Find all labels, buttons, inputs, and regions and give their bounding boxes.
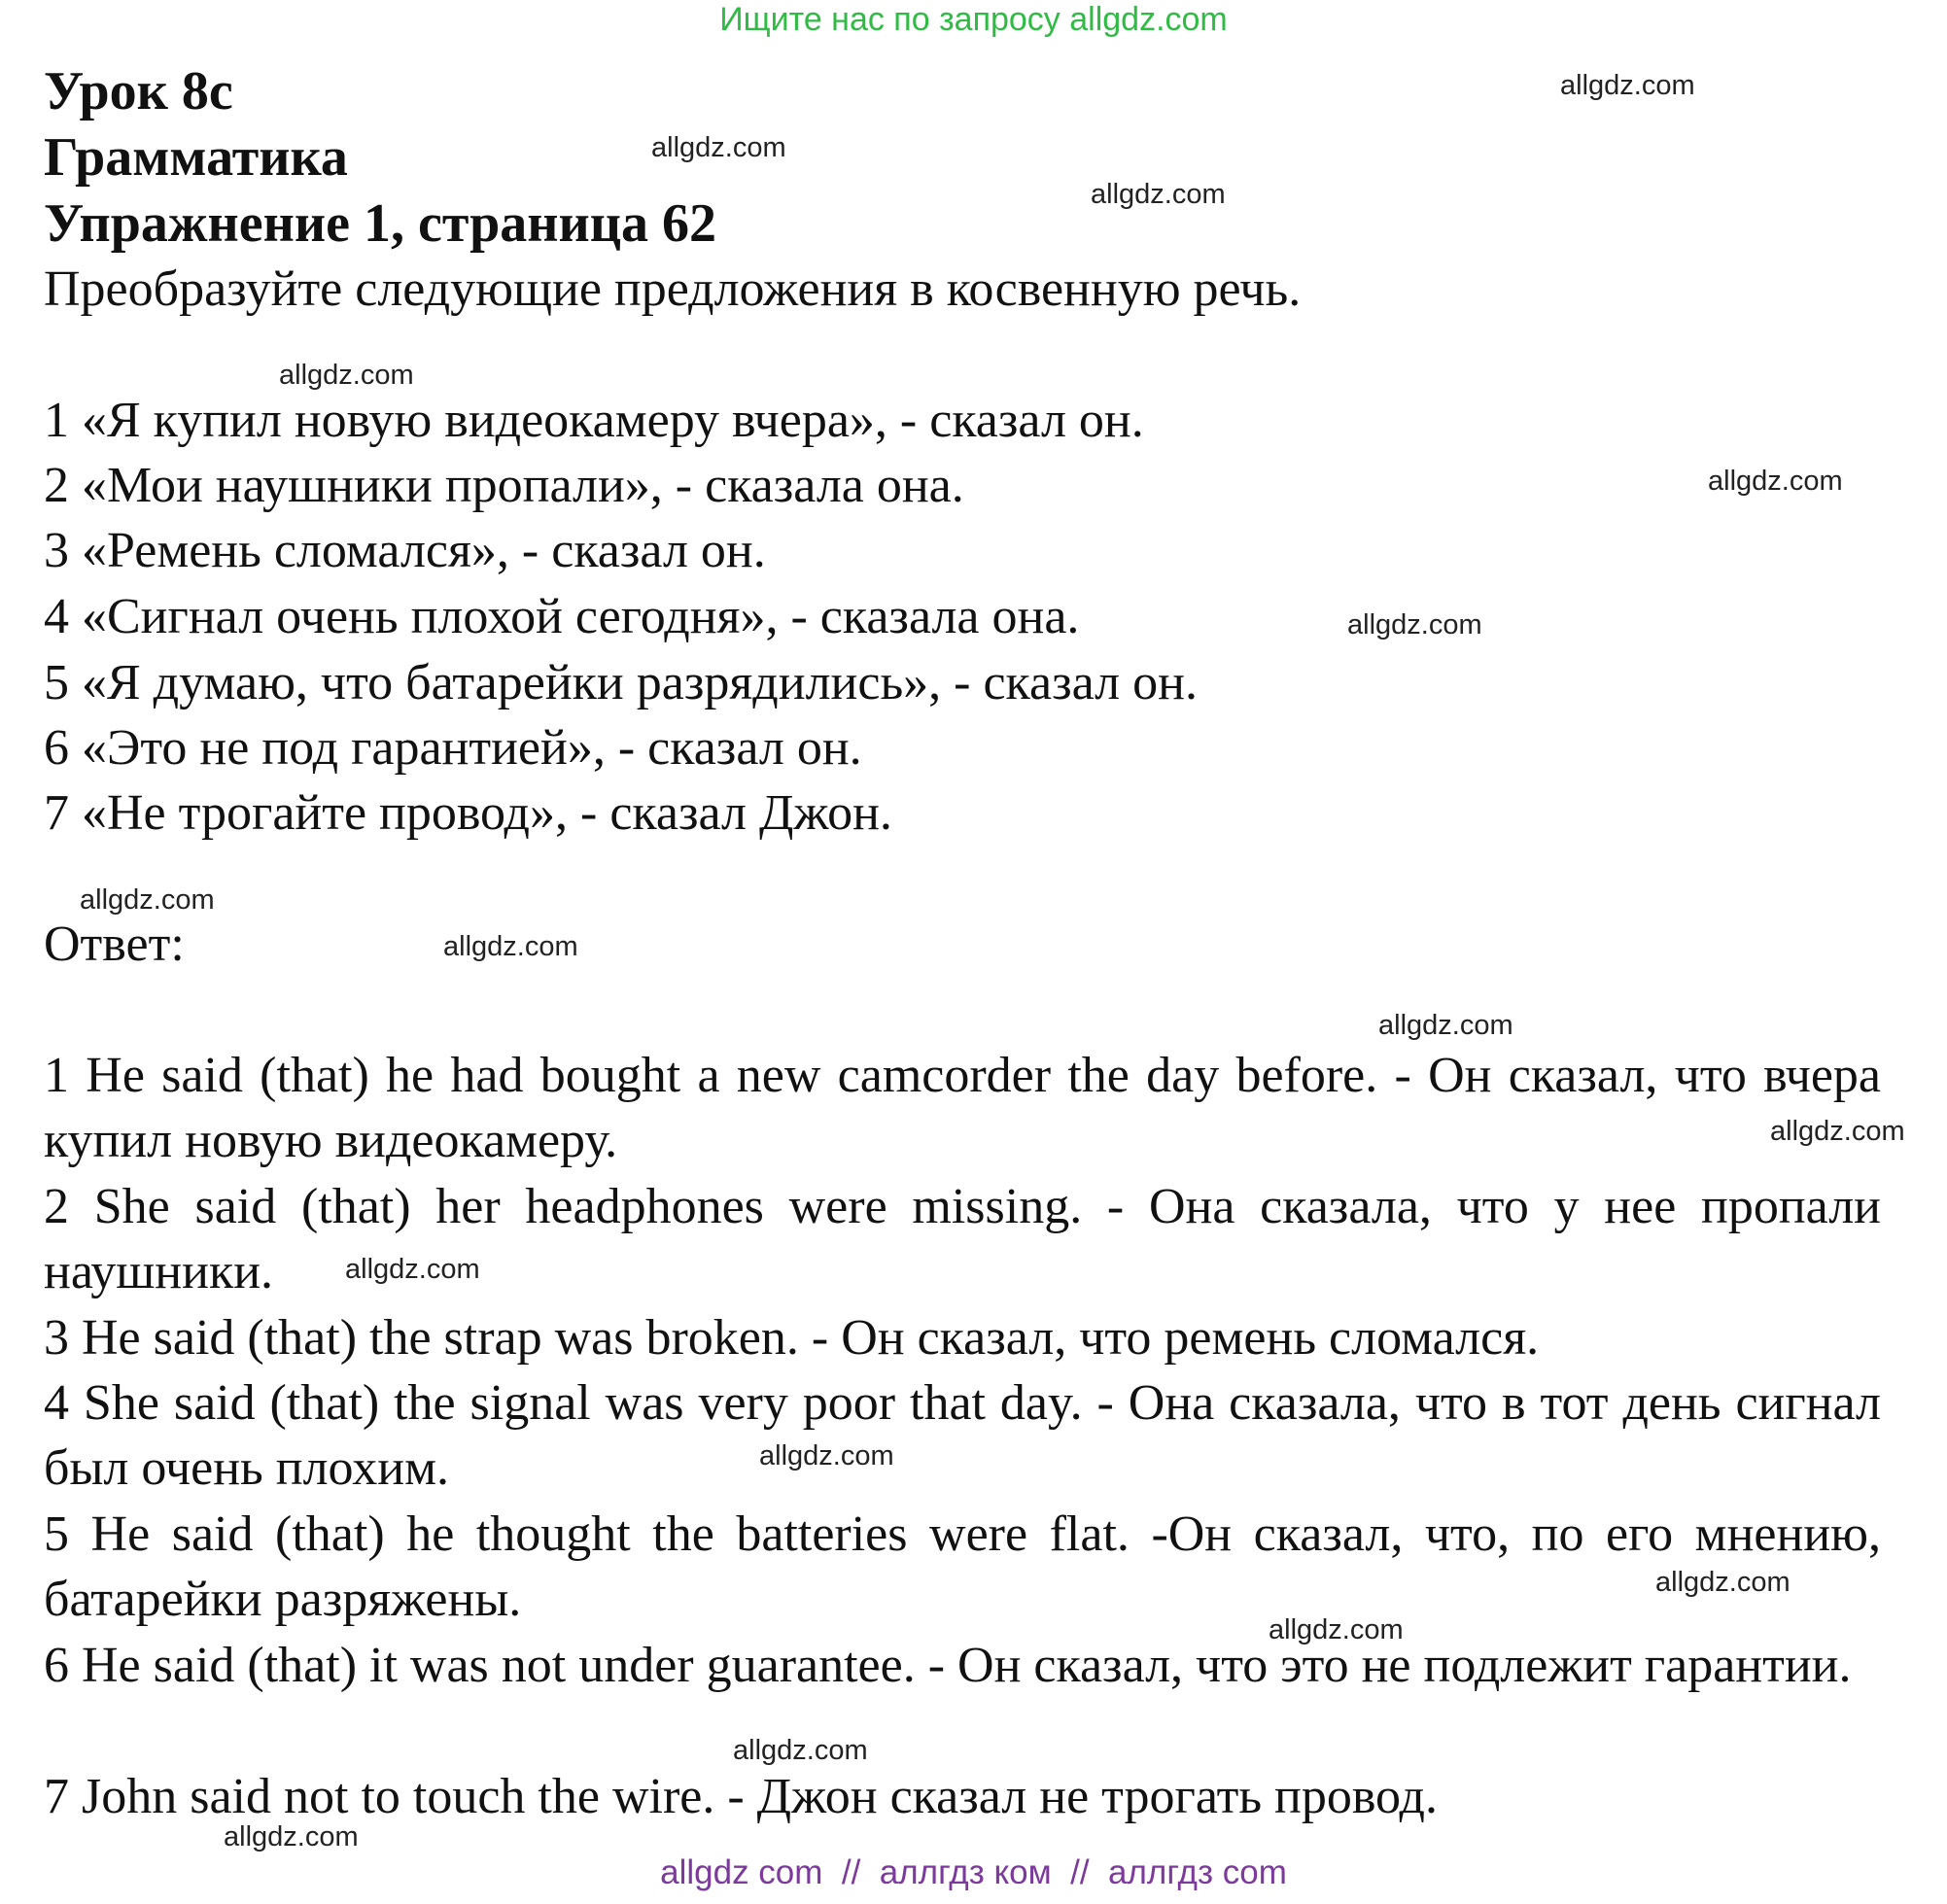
watermark: allgdz.com: [651, 132, 786, 163]
task-sentence: 7 «Не трогайте провод», - сказал Джон.: [44, 785, 892, 841]
watermark: allgdz.com: [1378, 1010, 1513, 1041]
lesson-title: Урок 8c: [44, 61, 233, 121]
task-sentence: 3 «Ремень сломался», - сказал он.: [44, 523, 766, 578]
answer-item: 1 He said (that) he had bought a new camcorder the day before. - Он сказал, что вчера купил новую видеокамеру.: [44, 1048, 1881, 1168]
task-sentence: 4 «Сигнал очень плохой сегодня», - сказала она.: [44, 589, 1080, 644]
watermark: allgdz.com: [1560, 70, 1695, 101]
exercise-title: Упражнение 1, страница 62: [44, 193, 717, 254]
watermark: allgdz.com: [345, 1254, 480, 1285]
task-instruction: Преобразуйте следующие предложения в косвенную речь.: [44, 261, 1302, 317]
footer-links[interactable]: allgdz com // аллгдз ком // аллгдз com: [660, 1853, 1287, 1891]
answer-label: Ответ:: [44, 917, 185, 972]
answer-item: 7 John said not to touch the wire. - Джон сказал не трогать провод.: [44, 1769, 1439, 1824]
watermark: allgdz.com: [759, 1440, 894, 1471]
answer-item: 4 She said (that) the signal was very poor that day. - Она сказала, что в тот день сигнал был очень плохим.: [44, 1375, 1881, 1496]
watermark: allgdz.com: [1770, 1116, 1905, 1147]
answer-item: 5 He said (that) he thought the batteries were flat. -Он сказал, что, по его мнению, батарейки разряжены.: [44, 1506, 1881, 1627]
watermark: allgdz.com: [1655, 1567, 1791, 1598]
watermark: allgdz.com: [733, 1735, 868, 1766]
watermark: allgdz.com: [80, 884, 215, 916]
watermark: allgdz.com: [224, 1821, 359, 1852]
search-banner[interactable]: Ищите нас по запросу allgdz.com: [719, 1, 1228, 38]
watermark: allgdz.com: [1347, 609, 1482, 640]
answer-item: 6 He said (that) it was not under guarantee. - Он сказал, что это не подлежит гарантии.: [44, 1638, 1852, 1693]
answer-item: 2 She said (that) her headphones were missing. - Она сказала, что у нее пропали наушники.: [44, 1179, 1881, 1299]
task-sentence: 1 «Я купил новую видеокамеру вчера», - сказал он.: [44, 393, 1144, 448]
watermark: allgdz.com: [279, 360, 414, 391]
task-sentence: 5 «Я думаю, что батарейки разрядились», - сказал он.: [44, 655, 1198, 710]
watermark: allgdz.com: [1091, 179, 1226, 210]
task-sentence: 6 «Это не под гарантией», - сказал он.: [44, 720, 862, 776]
section-title: Грамматика: [44, 127, 348, 188]
watermark: allgdz.com: [1708, 466, 1843, 497]
watermark: allgdz.com: [443, 931, 578, 962]
task-sentence: 2 «Мои наушники пропали», - сказала она.: [44, 458, 964, 513]
watermark: allgdz.com: [1269, 1614, 1404, 1645]
answer-item: 3 He said (that) the strap was broken. - Он сказал, что ремень сломался.: [44, 1310, 1540, 1366]
